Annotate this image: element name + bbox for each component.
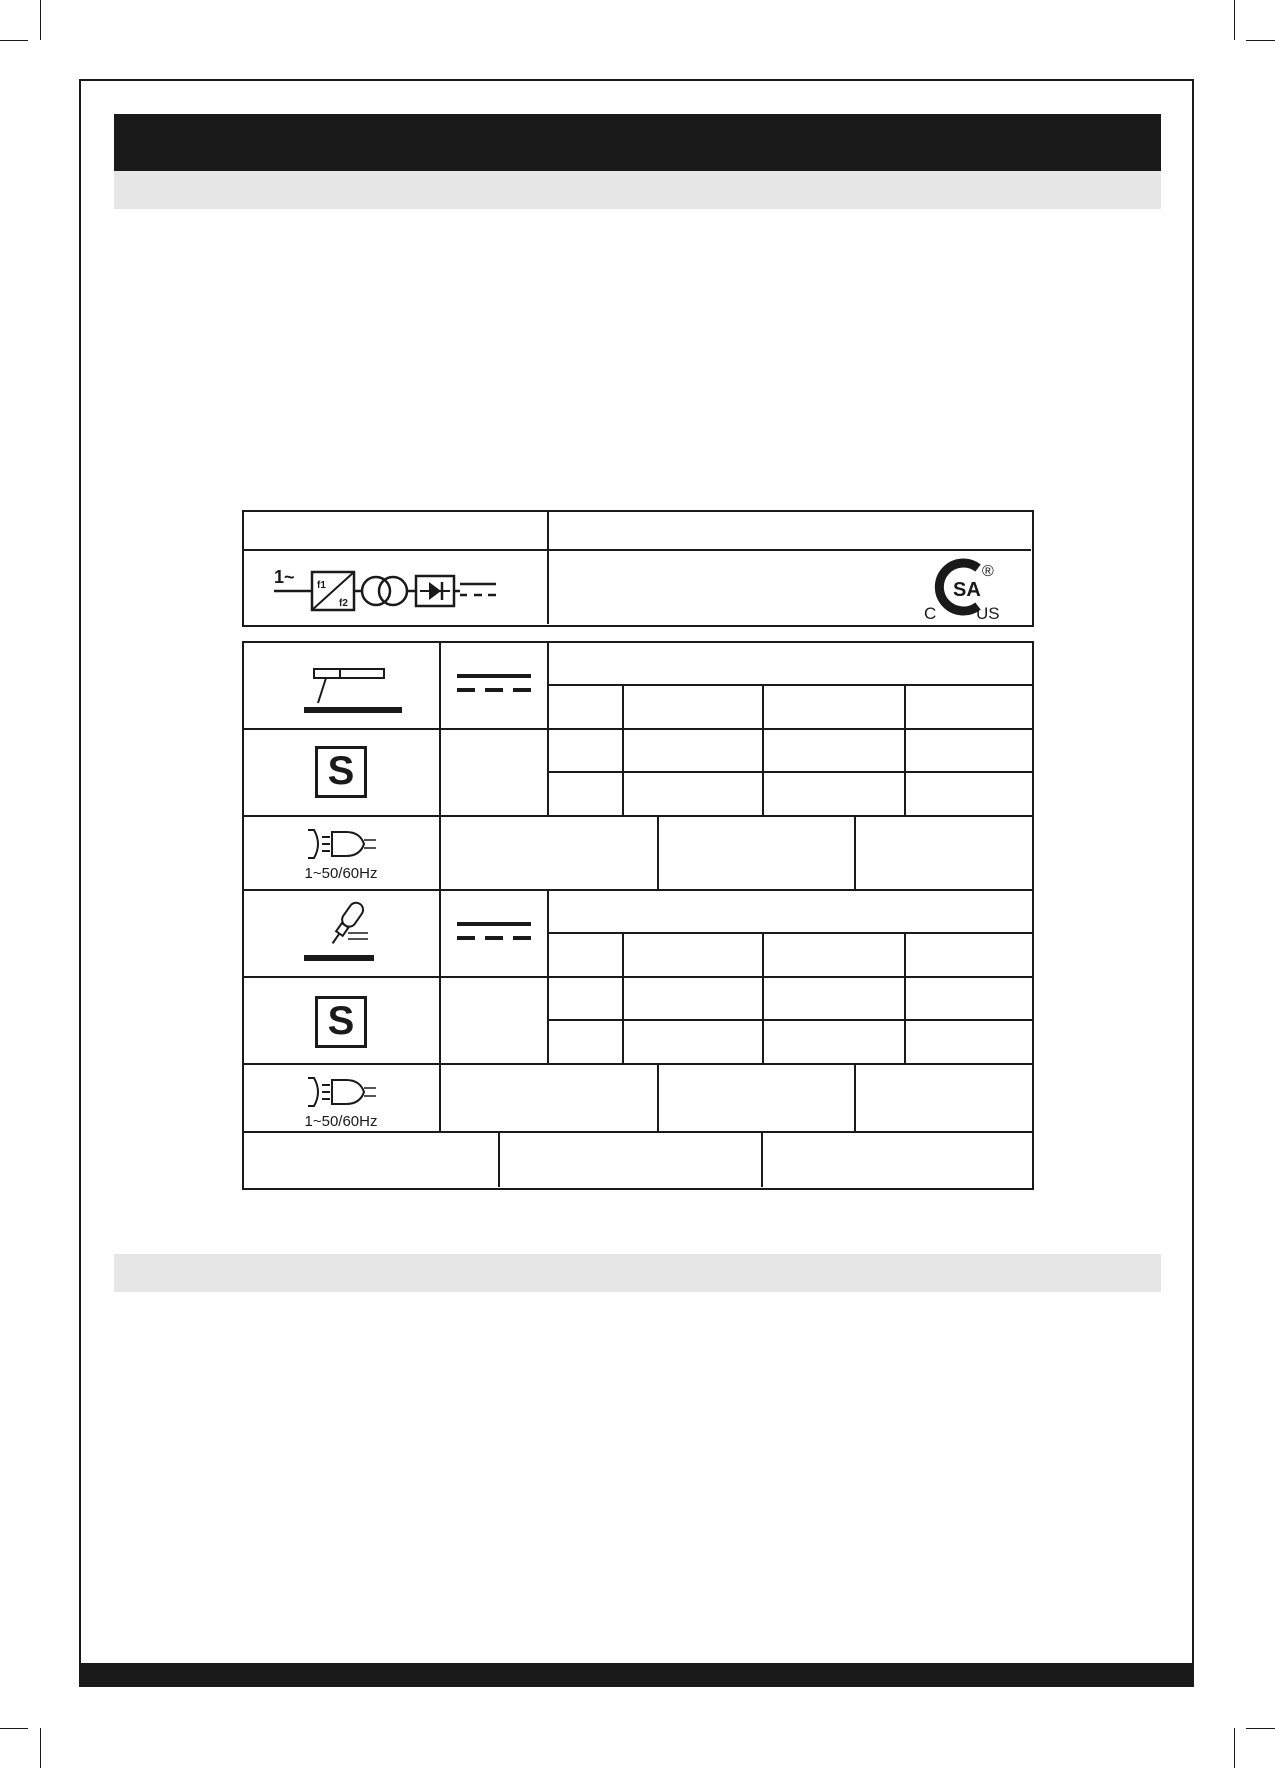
svg-text:®: ® [982, 563, 994, 580]
divider [547, 771, 1032, 773]
rating-plate-body [242, 641, 1034, 1190]
divider [547, 976, 1032, 978]
svg-text:US: US [976, 604, 1000, 623]
mma-electrode-icon [304, 667, 414, 717]
svg-text:1~: 1~ [274, 567, 295, 587]
tig-torch-icon [304, 897, 384, 965]
divider [657, 815, 659, 891]
svg-text:C: C [924, 604, 937, 623]
divider [244, 728, 439, 730]
divider [622, 684, 624, 815]
divider [854, 815, 856, 891]
divider [244, 1063, 1032, 1065]
divider [547, 643, 549, 817]
section-heading-1 [114, 171, 1161, 209]
mains-plug-icon [306, 1075, 386, 1109]
crop-mark [40, 0, 41, 40]
csa-mark-icon [920, 554, 1020, 624]
divider [439, 728, 547, 730]
crop-mark [1246, 40, 1275, 41]
divider [244, 976, 547, 978]
divider [439, 643, 441, 1131]
mains-plug-icon [306, 827, 386, 861]
divider [498, 1131, 500, 1187]
s-mark-icon: S [315, 746, 367, 798]
divider [244, 1131, 1032, 1133]
crop-mark [1234, 0, 1235, 40]
divider [547, 684, 1032, 686]
divider [854, 1063, 856, 1131]
page-title [114, 114, 1161, 171]
divider [657, 1063, 659, 1131]
divider [762, 684, 764, 815]
svg-text:f2: f2 [339, 598, 348, 609]
divider [547, 512, 549, 624]
divider [547, 891, 549, 1065]
divider [622, 932, 624, 1063]
section-heading-2 [114, 1254, 1161, 1292]
single-phase-inverter-rectifier-icon [274, 562, 514, 622]
mains-frequency-label: 1~50/60Hz [304, 1113, 378, 1130]
dc-current-icon [457, 672, 531, 698]
mains-frequency-label: 1~50/60Hz [304, 865, 378, 882]
divider [904, 684, 906, 815]
svg-text:f1: f1 [317, 580, 326, 591]
s-mark-icon: S [315, 996, 367, 1048]
divider [244, 889, 1032, 891]
crop-mark [0, 1728, 28, 1729]
divider [904, 932, 906, 1063]
divider [547, 932, 1032, 934]
divider [547, 1019, 1032, 1021]
footer-bar [79, 1663, 1194, 1687]
crop-mark [1234, 1728, 1235, 1768]
crop-mark [1246, 1728, 1275, 1729]
divider [244, 549, 1031, 551]
divider [761, 1131, 763, 1187]
divider [547, 728, 1032, 730]
svg-text:SA: SA [953, 579, 981, 601]
divider [762, 932, 764, 1063]
divider [244, 815, 1032, 817]
rating-plate-header [242, 510, 1034, 627]
crop-mark [40, 1728, 41, 1768]
crop-mark [0, 40, 28, 41]
dc-current-icon [457, 920, 531, 946]
